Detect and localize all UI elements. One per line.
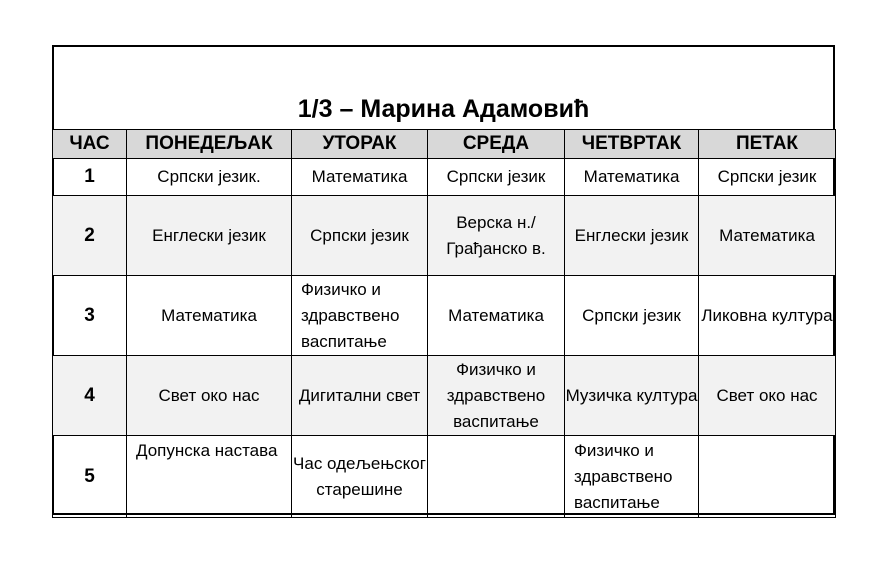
period-number: 3	[53, 276, 127, 356]
table-row	[53, 276, 836, 356]
table-cell: Математика	[292, 159, 428, 196]
table-cell: Српски језик	[428, 159, 565, 196]
table-cell: Српски језик	[292, 196, 428, 276]
table-row	[53, 159, 836, 196]
table-cell: Дигитални свет	[292, 356, 428, 436]
table-cell	[699, 436, 836, 518]
table-cell: Енглески језик	[127, 196, 292, 276]
table-cell: Музичка култура	[565, 356, 699, 436]
header-cell-monday: ПОНЕДЕЉАК	[127, 130, 292, 159]
header-cell-thursday: ЧЕТВРТАК	[565, 130, 699, 159]
table-row	[53, 196, 836, 276]
table-cell: Математика	[127, 276, 292, 356]
table-row	[53, 356, 836, 436]
period-number: 5	[53, 436, 127, 518]
table-cell: Свет око нас	[699, 356, 836, 436]
table-cell: Српски језик.	[127, 159, 292, 196]
header-cell-friday: ПЕТАК	[699, 130, 836, 159]
table-cell: Физичко и здравствено васпитање	[292, 276, 428, 356]
table-cell: Српски језик	[699, 159, 836, 196]
table-cell: Верска н./Грађанско в.	[428, 196, 565, 276]
table-cell	[428, 436, 565, 518]
table-cell: Математика	[565, 159, 699, 196]
table-cell: Енглески језик	[565, 196, 699, 276]
table-cell: Физичко и здравствено васпитање	[428, 356, 565, 436]
period-number: 1	[53, 159, 127, 196]
table-row	[53, 436, 836, 518]
period-number: 2	[53, 196, 127, 276]
table-cell: Физичко и здравствено васпитање	[565, 436, 699, 518]
table-cell: Ликовна култура	[699, 276, 836, 356]
table-cell: Допунска настава	[127, 436, 292, 518]
header-row	[53, 130, 836, 159]
schedule-title: 1/3 – Марина Адамовић	[297, 95, 590, 123]
period-number: 4	[53, 356, 127, 436]
header-cell-period: ЧАС	[53, 130, 127, 159]
table-cell: Српски језик	[565, 276, 699, 356]
table-cell: Час одељењског старешине	[292, 436, 428, 518]
table-cell: Математика	[428, 276, 565, 356]
schedule-table	[52, 129, 836, 518]
header-cell-tuesday: УТОРАК	[292, 130, 428, 159]
table-cell: Математика	[699, 196, 836, 276]
schedule-sheet	[52, 45, 835, 515]
table-cell: Свет око нас	[127, 356, 292, 436]
header-cell-wednesday: СРЕДА	[428, 130, 565, 159]
